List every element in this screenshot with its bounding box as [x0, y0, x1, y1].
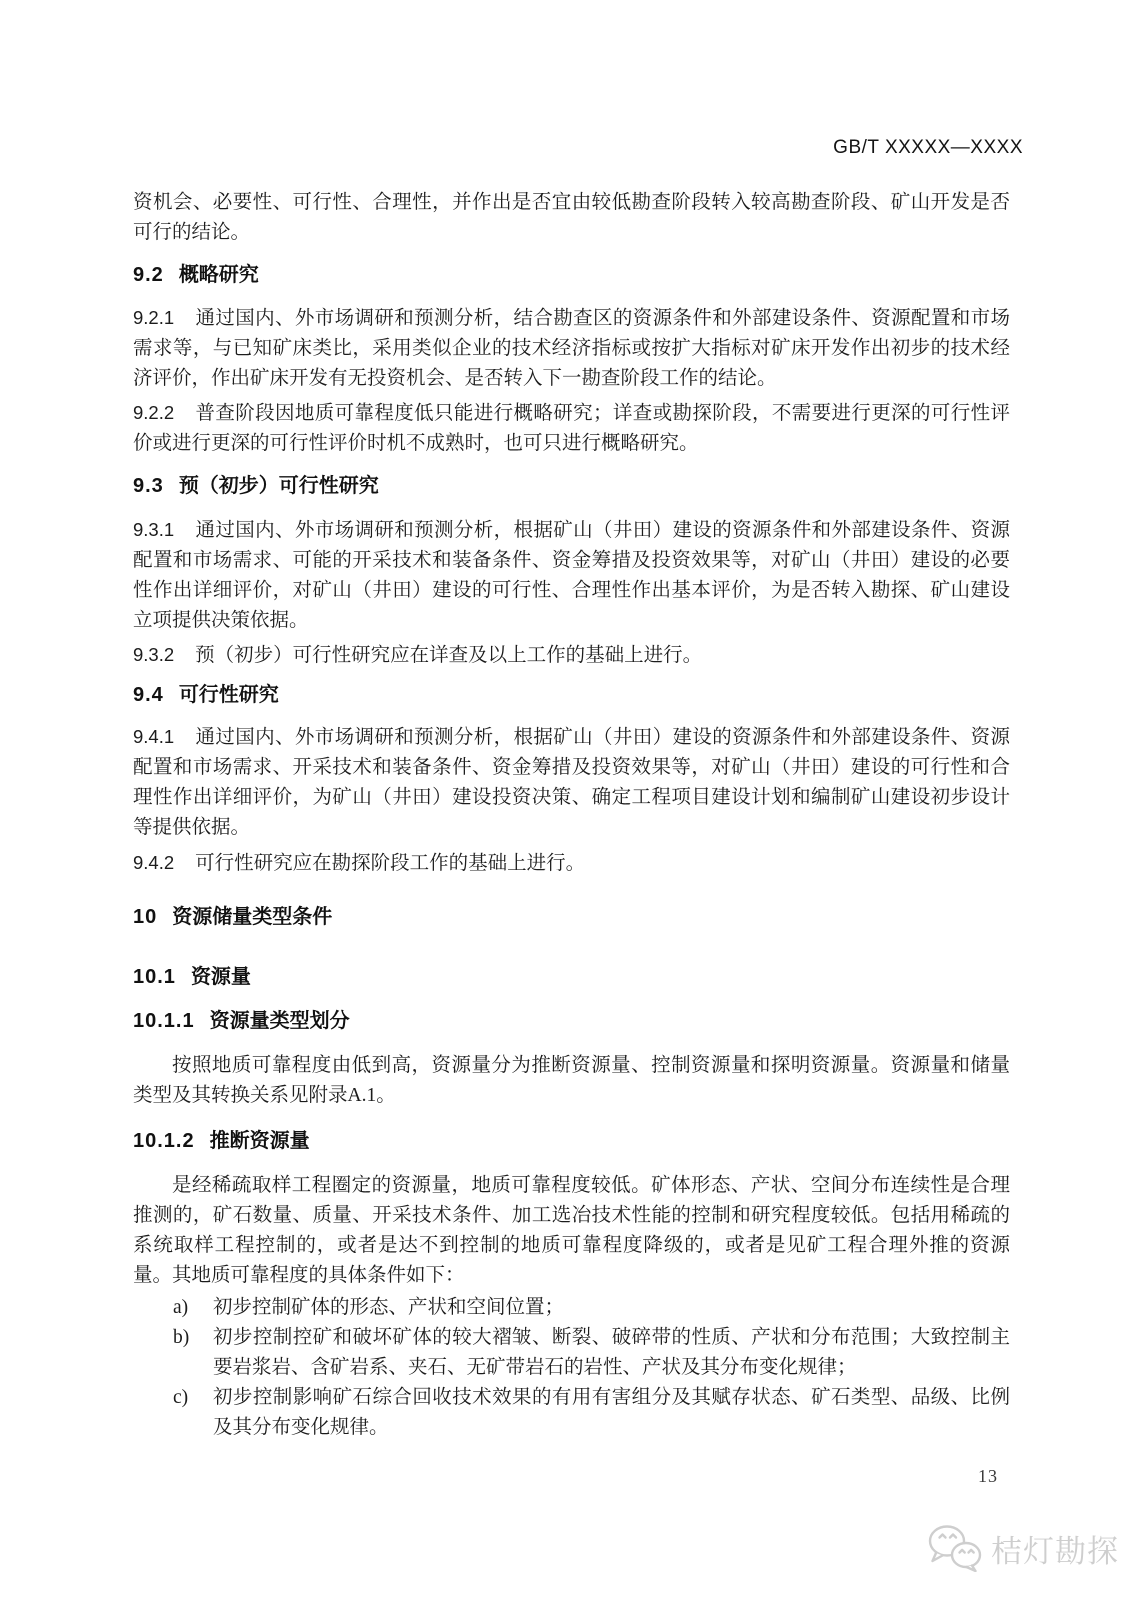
section-title: 资源量类型划分	[209, 1010, 350, 1032]
page-number: 13	[978, 1466, 998, 1486]
watermark-text: 桔灯勘探	[991, 1533, 1119, 1569]
list-item-b	[133, 1323, 1010, 1383]
header-doc-code: GB/T XXXXX—XXXX	[833, 137, 1023, 158]
clause-9-2-1	[133, 303, 1010, 394]
section-number: 9.2	[133, 264, 164, 286]
section-heading-10-1-2	[133, 1128, 1010, 1154]
clause-number: 9.4.2	[133, 852, 175, 873]
list-text: 初步控制控矿和破坏矿体的较大褶皱、断裂、破碎带的性质、产状和分布范围；大致控制主要岩浆岩、含矿岩系、夹石、无矿带岩石的岩性、产状及其分布变化规律；	[213, 1327, 1010, 1378]
list-marker: c)	[173, 1387, 189, 1408]
clause-9-2-2	[133, 398, 1010, 459]
clause-9-3-2	[133, 640, 1010, 671]
clause-text: 普查阶段因地质可靠程度低只能进行概略研究；详查或勘探阶段，不需要进行更深的可行性评价或进行更深的可行性评价时机不成熟时，也可只进行概略研究。	[133, 403, 1010, 454]
section-title: 资源量	[190, 966, 251, 988]
section-title: 可行性研究	[178, 684, 279, 706]
clause-text: 可行性研究应在勘探阶段工作的基础上进行。	[195, 853, 586, 874]
watermark	[926, 1524, 1119, 1572]
clause-number: 9.4.1	[133, 726, 175, 747]
clause-number: 9.3.2	[133, 644, 175, 665]
section-heading-9-3	[133, 473, 1010, 499]
clause-9-3-1	[133, 515, 1010, 636]
section-number: 9.4	[133, 684, 164, 706]
section-title: 推断资源量	[209, 1130, 310, 1152]
section-heading-9-4	[133, 682, 1010, 708]
clause-text: 通过国内、外市场调研和预测分析，根据矿山（井田）建设的资源条件和外部建设条件、资源配置和市场需求、开采技术和装备条件、资金筹措及投资效果等，对矿山（井田）建设的可行性和合理性作出详细评价，为矿山（井田）建设投资决策、确定工程项目建设计划和编制矿山建设初步设计等提供依据。	[133, 727, 1010, 838]
wechat-logo-icon	[926, 1524, 984, 1572]
section-heading-10-1	[133, 964, 1010, 990]
clause-9-4-1	[133, 722, 1010, 843]
clause-9-4-2	[133, 848, 1010, 879]
list-text: 初步控制影响矿石综合回收技术效果的有用有害组分及其赋存状态、矿石类型、品级、比例及其分布变化规律。	[213, 1387, 1010, 1438]
chapter-title: 资源储量类型条件	[172, 906, 333, 928]
section-number: 10.1.1	[133, 1010, 195, 1032]
paragraph: 是经稀疏取样工程圈定的资源量，地质可靠程度较低。矿体形态、产状、空间分布连续性是合理推测的，矿石数量、质量、开采技术条件、加工选冶技术性能的控制和研究程度较低。包括用稀疏的系统取样工程控制的，或者是达不到控制的地质可靠程度降级的，或者是见矿工程合理外推的资源量。其地质可靠程度的具体条件如下：	[133, 1175, 1010, 1286]
clause-text: 通过国内、外市场调研和预测分析，结合勘查区的资源条件和外部建设条件、资源配置和市场需求等，与已知矿床类比，采用类似企业的技术经济指标或按扩大指标对矿床开发作出初步的技术经济评价，作出矿床开发有无投资机会、是否转入下一勘查阶段工作的结论。	[133, 308, 1010, 389]
clause-number: 9.3.1	[133, 519, 175, 540]
clause-number: 9.2.2	[133, 402, 175, 423]
page-content	[133, 0, 1010, 1443]
section-heading-10-1-1	[133, 1008, 1010, 1034]
list-text: 初步控制矿体的形态、产状和空间位置；	[213, 1297, 565, 1318]
clause-text: 预（初步）可行性研究应在详查及以上工作的基础上进行。	[195, 645, 703, 666]
clause-text: 通过国内、外市场调研和预测分析，根据矿山（井田）建设的资源条件和外部建设条件、资源配置和市场需求、可能的开采技术和装备条件、资金筹措及投资效果等，对矿山（井田）建设的必要性作出详细评价，对矿山（井田）建设的可行性、合理性作出基本评价，为是否转入勘探、矿山建设立项提供决策依据。	[133, 520, 1010, 631]
paragraph: 按照地质可靠程度由低到高，资源量分为推断资源量、控制资源量和探明资源量。资源量和储量类型及其转换关系见附录A.1。	[133, 1055, 1010, 1106]
paragraph-continuation: 资机会、必要性、可行性、合理性，并作出是否宜由较低勘查阶段转入较高勘查阶段、矿山开发是否可行的结论。	[133, 192, 1010, 243]
list-item-a	[133, 1293, 1010, 1323]
list-marker: b)	[173, 1327, 190, 1348]
section-number: 10.1.2	[133, 1130, 195, 1152]
clause-number: 9.2.1	[133, 307, 175, 328]
list-marker: a)	[173, 1297, 189, 1318]
chapter-heading-10	[133, 904, 1010, 930]
section-title: 概略研究	[178, 264, 259, 286]
section-title: 预（初步）可行性研究	[178, 475, 379, 497]
list-item-c	[133, 1383, 1010, 1443]
chapter-number: 10	[133, 906, 158, 928]
section-heading-9-2	[133, 262, 1010, 288]
section-number: 10.1	[133, 966, 176, 988]
section-number: 9.3	[133, 475, 164, 497]
